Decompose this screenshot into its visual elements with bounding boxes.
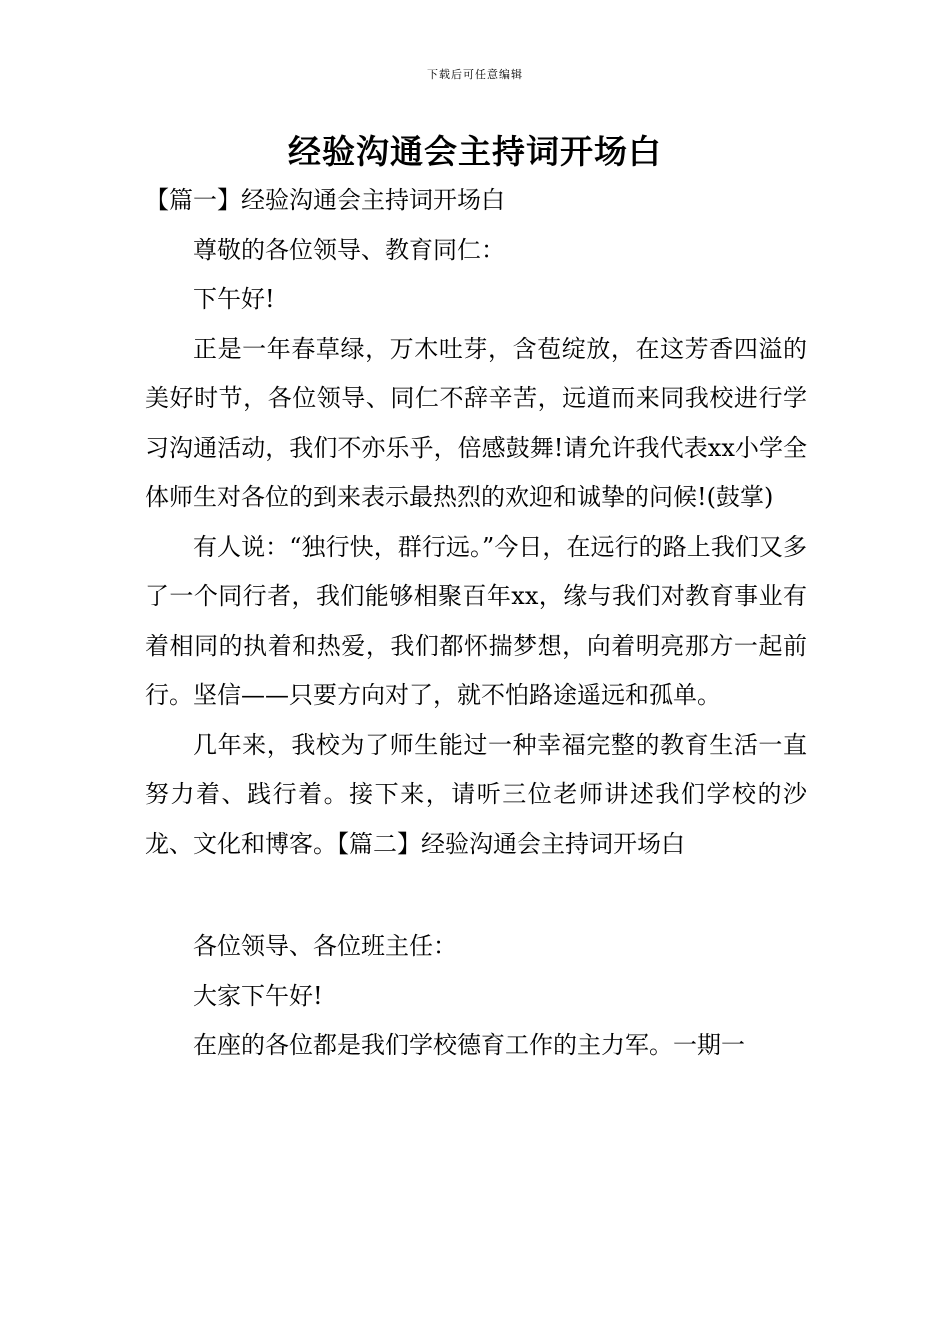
document-title: 经验沟通会主持词开场白 <box>288 132 662 171</box>
paragraph-spacer <box>145 869 807 922</box>
salutation-paragraph-2: 各位领导、各位班主任： <box>193 932 457 960</box>
intro-paragraph: 几年来，我校为了师生能过一种幸福完整的教育生活一直努力着、践行着。接下来，请听三位老师讲述我们学校的沙龙、文化和博客。【篇二】经验沟通会主持词开场白 <box>145 730 807 858</box>
quote-paragraph: 有人说：“独行快，群行远。”今日，在远行的路上我们又多了一个同行者，我们能够相聚百年xx，缘与我们对教育事业有着相同的执着和热爱，我们都怀揣梦想，向着明亮那方一起前行。坚信——只要方向对了，就不怕路途遥远和孤单。 <box>145 532 807 709</box>
section-heading: 【篇一】经验沟通会主持词开场白 <box>145 186 505 214</box>
document-body <box>145 176 807 1071</box>
greeting-paragraph: 下午好! <box>193 285 275 313</box>
header-note: 下载后可任意编辑 <box>427 68 523 81</box>
welcome-paragraph: 正是一年春草绿，万木吐芽，含苞绽放，在这芳香四溢的美好时节，各位领导、同仁不辞辛苦，远道而来同我校进行学习沟通活动，我们不亦乐乎，倍感鼓舞!请允许我代表xx小学全体师生对各位的到来表示最热烈的欢迎和诚挚的问候!(鼓掌) <box>145 334 807 511</box>
salutation-paragraph: 尊敬的各位领导、教育同仁： <box>193 235 505 264</box>
opening-paragraph: 在座的各位都是我们学校德育工作的主力军。一期一 <box>193 1031 745 1059</box>
greeting-paragraph-2: 大家下午好! <box>193 981 323 1010</box>
